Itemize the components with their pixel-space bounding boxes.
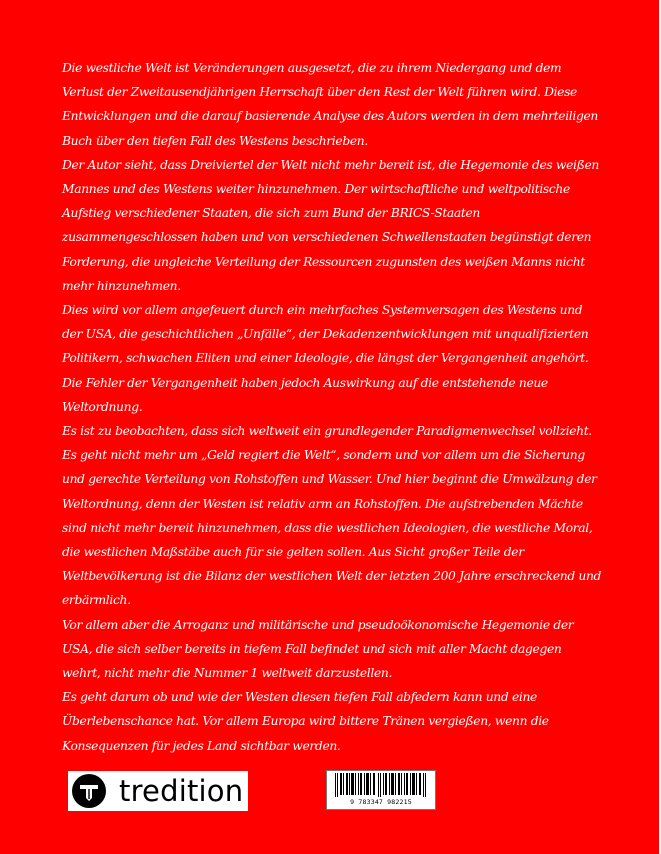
isbn-digits: 9 783347 982215 [350,798,412,806]
publisher-logo [68,771,248,811]
blurb-paragraph: Dies wird vor allem angefeuert durch ein mehrfaches Systemversagen des Westens und der USA, die geschichtlichen „Unfälle“, der Dekadenzentwicklungen mit unqualifizierten Politikern, schwachen Eliten und einer Ideologie, die längst der Vergangenheit angehört. Die Fehler der Vergangenheit haben jedoch Auswirkung auf die entstehende neue Weltordnung. [62,303,589,414]
blurb-paragraph: Es geht darum ob und wie der Westen diesen tiefen Fall abfedern kann und eine Überlebenschance hat. Vor allem Europa wird bittere Tränen vergießen, wenn die Konsequenzen für jedes Land sichtbar werden. [62,690,549,753]
blurb-paragraph: Vor allem aber die Arroganz und militärische und pseudoökonomische Hegemonie der USA, die sich selber bereits in tiefem Fall befindet und sich mit aller Macht dagegen wehrt, nicht mehr die Nummer 1 weltweit darzustellen. [62,617,574,681]
blurb-paragraph: Der Autor sieht, dass Dreiviertel der Welt nicht mehr bereit ist, die Hegemonie des weißen Mannes und des Westens weiter hinzunehmen. Der wirtschaftliche und weltpolitische Aufstieg verschiedener Staaten, die sich zum Bund der BRICS-Staaten zusammengeschlossen haben und von verschiedenen Schwellenstaaten begünstigt deren Forderung, die ungleiche Verteilung der Ressourcen zugunsten des weißen Manns nicht mehr hinzunehmen. [62,157,599,293]
barcode-bars [327,771,435,797]
blurb-paragraph: Die westliche Welt ist Veränderungen ausgesetzt, die zu ihrem Niedergang und dem Verlust der Zweitausendjährigen Herrschaft über den Rest der Welt führen wird. Diese Entwicklungen und die darauf basierende Analyse des Autors werden in dem mehrteiligen Buch über den tiefen Fall des Westens beschrieben. [62,61,598,148]
isbn-barcode [326,770,436,810]
blurb-text [62,56,602,758]
tredition-logo-icon [72,774,106,808]
blurb-paragraph: Es ist zu beobachten, dass sich weltweit ein grundlegender Paradigmenwechsel vollzieht. Es geht nicht mehr um „Geld regiert die Welt“, sondern und vor allem um die Sicherung und gerechte Verteilung von Rohstoffen und Wasser. Und hier beginnt die Umwälzung der Weltordnung, denn der Westen ist relativ arm an Rohstoffen. Die aufstrebenden Mächte sind nicht mehr bereit hinzunehmen, dass die westlichen Ideologien, die westliche Moral, die westlichen Maßstäbe auch für sie gelten sollen. Aus Sicht großer Teile der Weltbevölkerung ist die Bilanz der westlichen Welt der letzten 200 Jahre erschreckend und erbärmlich. [62,424,602,608]
publisher-name: tredition [119,774,244,808]
